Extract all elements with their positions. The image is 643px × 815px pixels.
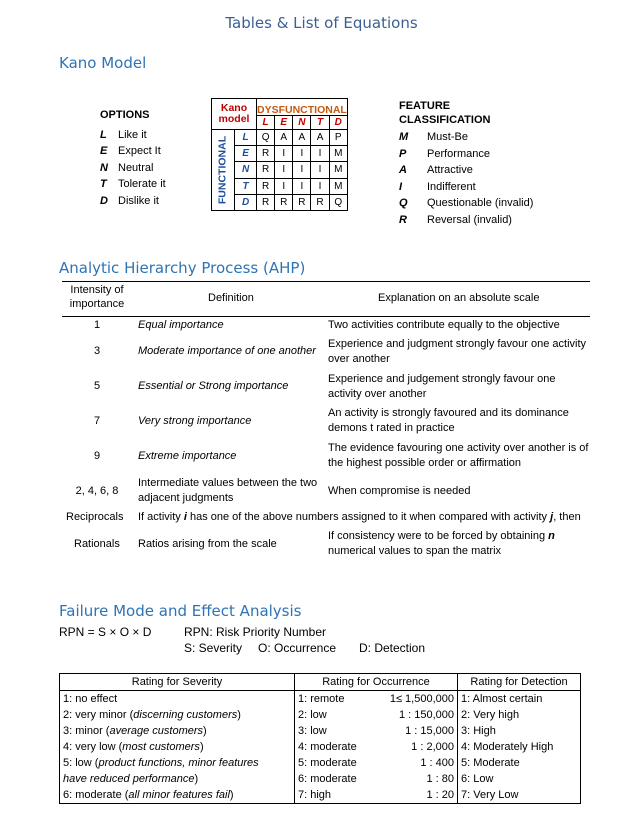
kano-class-item: Q Questionable (invalid) [399, 197, 534, 209]
occurrence-ratio: 1 : 80 [373, 771, 458, 787]
kano-option: L Like it [100, 128, 147, 141]
kano-option: N Neutral [100, 161, 154, 174]
occurrence-ratio: 1≤ 1,500,000 [373, 691, 458, 708]
kano-cell: M [329, 178, 347, 194]
kano-cell: R [275, 194, 293, 210]
rpn-label: RPN: Risk Priority Number [184, 625, 327, 639]
kano-row-header: N [235, 162, 257, 178]
detection-label: D: Detection [359, 641, 426, 655]
ahp-intensity: 7 [93, 415, 101, 427]
kano-col-header: T [311, 116, 329, 130]
ahp-definition: Intermediate values between the two adjacent judgments [138, 477, 318, 504]
ahp-intensity: 3 [93, 345, 101, 357]
kano-cell: A [311, 130, 329, 146]
kano-matrix-corner: Kano model [212, 99, 257, 130]
occurrence-ratio: 1 : 400 [373, 755, 458, 771]
kano-cell: P [329, 130, 347, 146]
severity-header: Rating for Severity [60, 674, 295, 691]
severity-cell: 2: very minor (discerning customers) [60, 707, 295, 723]
kano-matrix [211, 98, 348, 211]
kano-classification [399, 100, 533, 228]
occurrence-rating: 6: moderate [295, 771, 373, 787]
kano-cell: I [311, 146, 329, 162]
ahp-intensity: 1 [93, 319, 101, 331]
kano-cell: Q [257, 130, 275, 146]
ahp-intensity: Rationals [74, 538, 120, 550]
kano-class-item: R Reversal (invalid) [399, 213, 512, 226]
kano-cell: I [293, 162, 311, 178]
severity-cell: 3: minor (average customers) [60, 723, 295, 739]
ahp-definition: Essential or Strong importance [138, 380, 289, 392]
detection-cell: 5: Moderate [458, 755, 581, 771]
ahp-explanation: Two activities contribute equally to the objective [328, 319, 560, 331]
ahp-explanation: An activity is strongly favoured and its dominance demons t rated in practice [328, 407, 569, 434]
kano-cell: A [275, 130, 293, 146]
kano-row-header: L [235, 130, 257, 146]
ahp-col-intensity: Intensity of importance [69, 284, 125, 310]
detection-cell: 2: Very high [458, 707, 581, 723]
ahp-definition: Very strong importance [138, 415, 252, 427]
functional-label: FUNCTIONAL [216, 135, 229, 205]
occurrence-ratio: 1 : 150,000 [373, 707, 458, 723]
kano-cell: R [257, 194, 275, 210]
functional-label-cell [212, 130, 235, 211]
kano-cell: I [311, 178, 329, 194]
kano-row-header: E [235, 146, 257, 162]
kano-cell: I [275, 178, 293, 194]
ahp-explanation: Experience and judgment strongly favour one activity over another [328, 338, 587, 365]
kano-options-title: OPTIONS [100, 109, 150, 121]
occurrence-rating: 3: low [295, 723, 373, 739]
occurrence-rating: 5: moderate [295, 755, 373, 771]
kano-heading: Kano Model [59, 54, 147, 72]
occurrence-rating: 2: low [295, 707, 373, 723]
kano-cell: I [293, 146, 311, 162]
kano-options [100, 107, 166, 209]
occurrence-ratio: 1 : 2,000 [373, 739, 458, 755]
ahp-definition: Moderate importance of one another [138, 345, 316, 357]
severity-cell: 5: low (product functions, minor features [60, 755, 295, 771]
detection-cell: 3: High [458, 723, 581, 739]
ahp-reciprocal-text: If activity i has one of the above numbers assigned to it when compared with activity j, then [138, 511, 581, 523]
occurrence-rating: 1: remote [295, 691, 373, 708]
fmea-heading: Failure Mode and Effect Analysis [59, 602, 302, 620]
kano-col-header: E [275, 116, 293, 130]
detection-header: Rating for Detection [458, 674, 581, 691]
kano-cell: A [293, 130, 311, 146]
kano-class-item: M Must-Be [399, 131, 468, 143]
rpn-formula: RPN = S × O × D [59, 625, 152, 639]
kano-row-header: T [235, 178, 257, 194]
kano-cell: I [311, 162, 329, 178]
ahp-definition: Ratios arising from the scale [138, 538, 277, 550]
ahp-intensity: 9 [93, 450, 101, 462]
severity-cell: 1: no effect [60, 691, 295, 708]
kano-row-header: D [235, 194, 257, 210]
ahp-heading: Analytic Hierarchy Process (AHP) [59, 259, 306, 277]
occurrence-ratio: 1 : 15,000 [373, 723, 458, 739]
ahp-col-explanation: Explanation on an absolute scale [378, 292, 540, 304]
occurrence-rating: 4: moderate [295, 739, 373, 755]
kano-option: T Tolerate it [100, 178, 166, 190]
kano-option: D Dislike it [100, 194, 159, 207]
kano-option: E Expect It [100, 145, 161, 157]
severity-cell: 4: very low (most customers) [60, 739, 295, 755]
ahp-explanation: If consistency were to be forced by obtaining n numerical values to span the matrix [328, 530, 555, 557]
kano-class-item: I Indifferent [399, 180, 476, 193]
kano-cell: R [293, 194, 311, 210]
fmea-table [59, 673, 581, 804]
kano-cell: I [275, 162, 293, 178]
ahp-intensity: Reciprocals [66, 511, 124, 523]
ahp-explanation: When compromise is needed [328, 485, 471, 497]
kano-cell: R [257, 162, 275, 178]
kano-cell: Q [329, 194, 347, 210]
detection-cell: 6: Low [458, 771, 581, 787]
detection-cell: 1: Almost certain [458, 691, 581, 708]
ahp-definition: Extreme importance [138, 450, 237, 462]
kano-classification-title-1: FEATURE [399, 100, 451, 112]
ahp-col-definition: Definition [208, 292, 254, 304]
occurrence-label: O: Occurrence [258, 641, 337, 655]
kano-cell: M [329, 146, 347, 162]
kano-col-header: N [293, 116, 311, 130]
occurrence-ratio: 1 : 20 [373, 787, 458, 804]
ahp-explanation: The evidence favouring one activity over another is of the highest possible order or affirmation [328, 442, 589, 469]
severity-label: S: Severity [184, 641, 243, 655]
kano-classification-title-2: CLASSIFICATION [399, 114, 491, 126]
ahp-explanation: Experience and judgement strongly favour one activity over another [328, 373, 556, 400]
dysfunctional-label: DYSFUNCTIONAL [257, 99, 348, 116]
kano-class-item: A Attractive [399, 164, 473, 176]
kano-cell: M [329, 162, 347, 178]
kano-cell: R [311, 194, 329, 210]
kano-cell: R [257, 146, 275, 162]
occurrence-header: Rating for Occurrence [295, 674, 458, 691]
kano-cell: R [257, 178, 275, 194]
kano-class-item: P Performance [399, 147, 490, 160]
severity-cell: 6: moderate (all minor features fail) [60, 787, 295, 804]
kano-cell: I [275, 146, 293, 162]
ahp-intensity: 2, 4, 6, 8 [75, 485, 119, 497]
detection-cell: 4: Moderately High [458, 739, 581, 755]
ahp-intensity: 5 [93, 380, 101, 392]
kano-col-header: L [257, 116, 275, 130]
detection-cell: 7: Very Low [458, 787, 581, 804]
kano-col-header: D [329, 116, 347, 130]
kano-cell: I [293, 178, 311, 194]
ahp-definition: Equal importance [138, 319, 224, 331]
page-title: Tables & List of Equations [225, 14, 418, 32]
severity-cell: have reduced performance) [60, 771, 295, 787]
occurrence-rating: 7: high [295, 787, 373, 804]
